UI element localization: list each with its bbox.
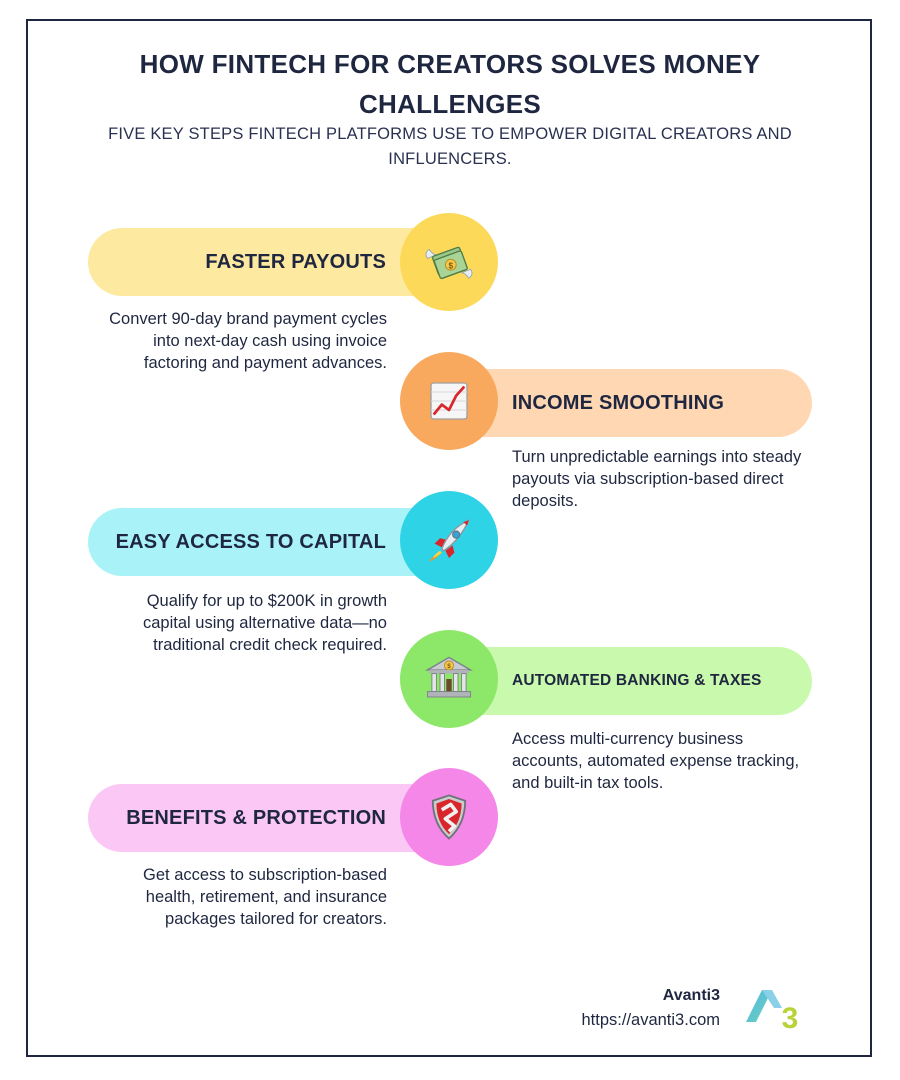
svg-text:$: $ xyxy=(447,663,451,671)
step-label: BENEFITS & PROTECTION xyxy=(126,806,386,829)
step-description: Convert 90-day brand payment cycles into next-day cash using invoice factoring and payment advances. xyxy=(109,310,387,372)
step-label: FASTER PAYOUTS xyxy=(205,250,386,273)
bank-icon xyxy=(400,630,498,728)
page-subtitle: FIVE KEY STEPS FINTECH PLATFORMS USE TO EMPOWER DIGITAL CREATORS AND INFLUENCERS. xyxy=(108,125,792,168)
chart-increasing-icon xyxy=(400,352,498,450)
svg-text:$: $ xyxy=(448,261,454,271)
rocket-icon xyxy=(400,491,498,589)
brand-url[interactable]: https://avanti3.com xyxy=(581,1011,720,1029)
step-description: Access multi-currency business accounts, automated expense tracking, and built-in tax tools. xyxy=(512,730,800,792)
step-description: Qualify for up to $200K in growth capital using alternative data—no traditional credit check required. xyxy=(143,592,387,654)
step-description: Turn unpredictable earnings into steady payouts via subscription-based direct deposits. xyxy=(512,448,802,510)
step-label: INCOME SMOOTHING xyxy=(512,391,725,414)
shield-icon xyxy=(400,768,498,866)
step-description: Get access to subscription-based health, retirement, and insurance packages tailored for creators. xyxy=(143,866,387,928)
avanti3-logo xyxy=(744,986,806,1030)
money-with-wings-icon xyxy=(400,213,498,311)
brand-name: Avanti3 xyxy=(662,987,720,1004)
step-label: EASY ACCESS TO CAPITAL xyxy=(115,530,386,553)
page-title: HOW FINTECH FOR CREATORS SOLVES MONEY CHALLENGES xyxy=(139,49,761,119)
step-label: AUTOMATED BANKING & TAXES xyxy=(512,672,762,689)
svg-text:3: 3 xyxy=(781,1002,799,1030)
